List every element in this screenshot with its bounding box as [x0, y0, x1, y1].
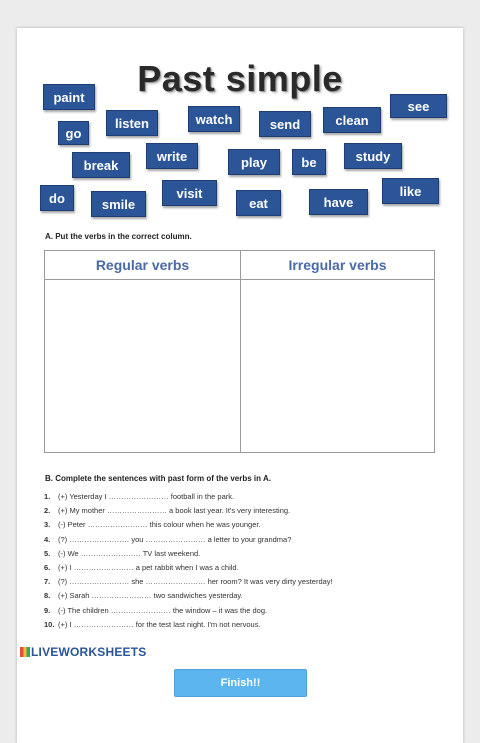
sentence-item[interactable] — [44, 620, 261, 629]
sentence-number: 6. — [44, 563, 51, 572]
sentence-number: 9. — [44, 606, 51, 615]
sentence-text: (+) Sarah …………………… two sandwiches yesterday. — [58, 591, 243, 600]
verb-card-be[interactable]: be — [292, 149, 326, 175]
sentence-text: (?) …………………… she …………………… her room? It was very dirty yesterday! — [58, 577, 333, 586]
irregular-verbs-header: Irregular verbs — [241, 251, 434, 280]
verb-card-listen[interactable]: listen — [106, 110, 158, 136]
sentence-item[interactable] — [44, 520, 261, 529]
verb-card-study[interactable]: study — [344, 143, 402, 169]
sentence-text: (+) Yesterday I …………………… football in the park. — [58, 492, 235, 501]
verb-card-have[interactable]: have — [309, 189, 368, 215]
section-a-heading: A. Put the verbs in the correct column. — [45, 232, 192, 241]
sentence-number: 3. — [44, 520, 51, 529]
sentence-text: (-) The children …………………… the window – it was the dog. — [58, 606, 268, 615]
sentence-number: 2. — [44, 506, 51, 515]
sentence-number: 4. — [44, 535, 51, 544]
logo-icon — [20, 647, 30, 657]
liveworksheets-logo — [20, 645, 146, 659]
sentence-text: (+) My mother …………………… a book last year. It's very interesting. — [58, 506, 291, 515]
sentence-text: (-) We …………………… TV last weekend. — [58, 549, 201, 558]
irregular-verbs-dropzone[interactable] — [241, 280, 434, 452]
sentence-number: 7. — [44, 577, 51, 586]
verb-card-send[interactable]: send — [259, 111, 311, 137]
verb-columns-table — [44, 250, 435, 453]
verb-card-clean[interactable]: clean — [323, 107, 381, 133]
verb-card-break[interactable]: break — [72, 152, 130, 178]
sentence-item[interactable] — [44, 549, 200, 558]
regular-verbs-header: Regular verbs — [45, 251, 240, 280]
sentence-item[interactable] — [44, 506, 290, 515]
verb-card-eat[interactable]: eat — [236, 190, 281, 216]
verb-card-paint[interactable]: paint — [43, 84, 95, 110]
sentence-text: (+) I …………………… a pet rabbit when I was a child. — [58, 563, 239, 572]
verb-card-go[interactable]: go — [58, 121, 89, 145]
regular-verbs-dropzone[interactable] — [45, 280, 240, 452]
sentence-item[interactable] — [44, 577, 333, 586]
verb-card-see[interactable]: see — [390, 94, 447, 118]
verb-card-watch[interactable]: watch — [188, 106, 240, 132]
sentence-text: (-) Peter …………………… this colour when he was younger. — [58, 520, 261, 529]
verb-card-play[interactable]: play — [228, 149, 280, 175]
sentence-number: 8. — [44, 591, 51, 600]
verb-card-do[interactable]: do — [40, 185, 74, 211]
sentence-text: (?) …………………… you …………………… a letter to your grandma? — [58, 535, 292, 544]
sentence-item[interactable] — [44, 492, 234, 501]
sentence-number: 5. — [44, 549, 51, 558]
finish-button[interactable]: Finish!! — [174, 669, 307, 697]
sentence-item[interactable] — [44, 563, 239, 572]
section-b-heading: B. Complete the sentences with past form of the verbs in A. — [45, 474, 271, 483]
sentence-text: (+) I …………………… for the test last night. I'm not nervous. — [58, 620, 261, 629]
sentence-item[interactable] — [44, 591, 243, 600]
column-divider — [240, 251, 241, 452]
page-title: Past simple — [137, 58, 343, 99]
verb-card-visit[interactable]: visit — [162, 180, 217, 206]
verb-card-smile[interactable]: smile — [91, 191, 146, 217]
sentence-number: 1. — [44, 492, 51, 501]
verb-card-like[interactable]: like — [382, 178, 439, 204]
sentence-item[interactable] — [44, 535, 291, 544]
verb-card-write[interactable]: write — [146, 143, 198, 169]
sentence-item[interactable] — [44, 606, 267, 615]
sentence-number: 10. — [44, 620, 55, 629]
brand-text: LIVEWORKSHEETS — [31, 645, 147, 659]
